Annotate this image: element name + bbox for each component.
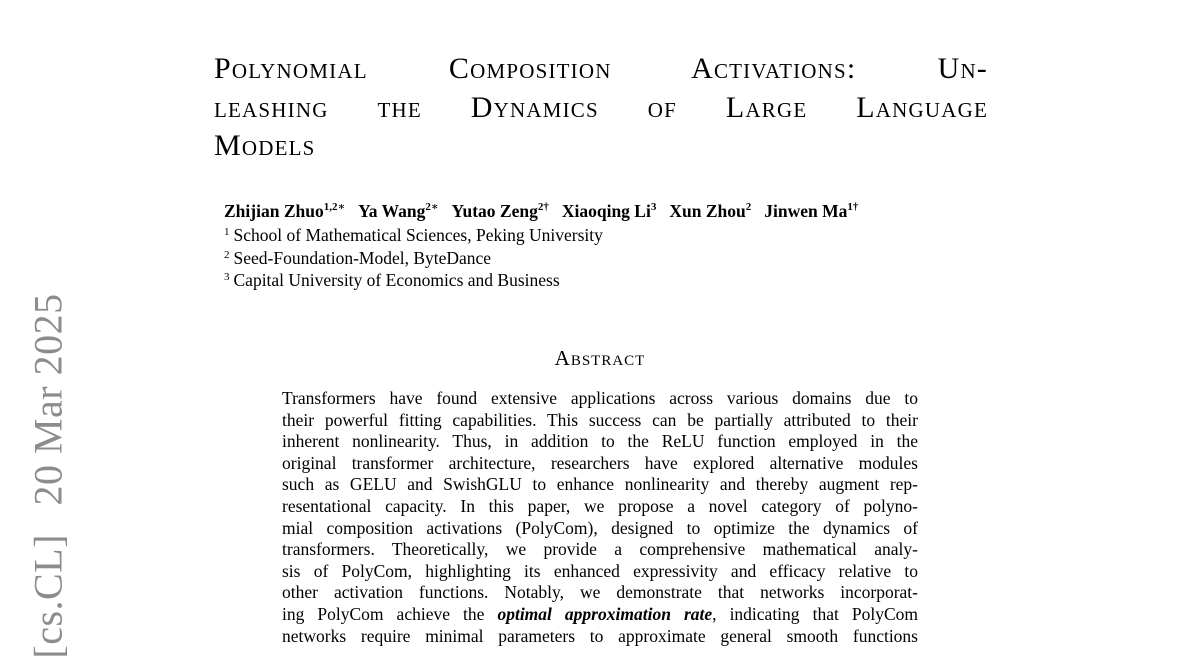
abstract-text: , indicating that PolyCom bbox=[712, 603, 918, 624]
abstract-line: their powerful fitting capabilities. This success can be partially attributed to their bbox=[282, 409, 918, 430]
arxiv-category: [cs.CL] bbox=[25, 534, 71, 659]
author-name: Yutao Zeng bbox=[451, 201, 538, 221]
abstract-line-emphasis bbox=[282, 604, 918, 626]
author bbox=[764, 201, 858, 221]
abstract-heading bbox=[0, 346, 1200, 371]
author-affiliation-mark: 2∗ bbox=[425, 201, 439, 213]
abstract-line: inherent nonlinearity. Thus, in addition to the ReLU function employed in the bbox=[282, 431, 918, 452]
affiliation-text: Seed-Foundation-Model, ByteDance bbox=[233, 247, 492, 268]
author-list bbox=[224, 200, 1004, 222]
author bbox=[669, 201, 751, 221]
affiliation-mark: 2 bbox=[224, 248, 230, 261]
abstract-line: transformers. Theoretically, we provide a comprehensive mathematical analy- bbox=[282, 539, 918, 560]
abstract-line: original transformer architecture, researchers have explored alternative modules bbox=[282, 452, 918, 473]
affiliation-mark: 3 bbox=[224, 271, 230, 283]
author-affiliation-mark: 2† bbox=[537, 201, 549, 213]
title-line: Polynomial Composition Activations: Un- bbox=[214, 52, 988, 85]
title-line: leashing the Dynamics of Large Language bbox=[214, 90, 988, 124]
abstract-line: sis of PolyCom, highlighting its enhanced expressivity and efficacy relative to bbox=[282, 560, 918, 581]
author bbox=[224, 201, 345, 221]
abstract-emphasis: optimal approximation rate bbox=[497, 603, 713, 624]
affiliation-mark: 1 bbox=[224, 226, 230, 238]
author-name: Xun Zhou bbox=[669, 201, 746, 221]
affiliation-list bbox=[224, 224, 603, 292]
paper-title bbox=[214, 50, 988, 166]
author-name: Jinwen Ma bbox=[764, 201, 848, 221]
affiliation bbox=[224, 247, 603, 270]
abstract-line: resentational capacity. In this paper, we propose a novel category of polyno- bbox=[282, 495, 918, 516]
author-affiliation-mark: 1,2∗ bbox=[323, 201, 346, 213]
author bbox=[451, 201, 548, 221]
arxiv-date: 20 Mar 2025 bbox=[25, 293, 71, 506]
abstract-line: mial composition activations (PolyCom), designed to optimize the dynamics of bbox=[282, 517, 918, 538]
author-affiliation-mark: 3 bbox=[650, 201, 657, 213]
author bbox=[358, 201, 438, 221]
abstract-heading-text: Abstract bbox=[554, 346, 646, 370]
abstract-line: Transformers have found extensive applications across various domains due to bbox=[282, 388, 918, 408]
abstract-body bbox=[282, 388, 918, 647]
author-name: Xiaoqing Li bbox=[561, 201, 651, 221]
affiliation bbox=[224, 224, 603, 247]
author-name: Zhijian Zhuo bbox=[224, 201, 324, 221]
abstract-line: other activation functions. Notably, we demonstrate that networks incorporat- bbox=[282, 582, 918, 603]
abstract-line: such as GELU and SwishGLU to enhance nonlinearity and thereby augment rep- bbox=[282, 474, 918, 495]
author-name: Ya Wang bbox=[358, 201, 426, 221]
author-affiliation-mark: 1† bbox=[847, 201, 859, 213]
title-line: Models bbox=[214, 129, 316, 162]
abstract-text: ing PolyCom achieve the bbox=[282, 603, 498, 624]
author bbox=[562, 201, 657, 221]
affiliation-text: School of Mathematical Sciences, Peking University bbox=[233, 225, 603, 245]
author-affiliation-mark: 2 bbox=[745, 201, 752, 213]
affiliation bbox=[224, 269, 603, 292]
abstract-line: networks require minimal parameters to approximate general smooth functions bbox=[282, 625, 918, 646]
affiliation-text: Capital University of Economics and Business bbox=[233, 270, 560, 290]
